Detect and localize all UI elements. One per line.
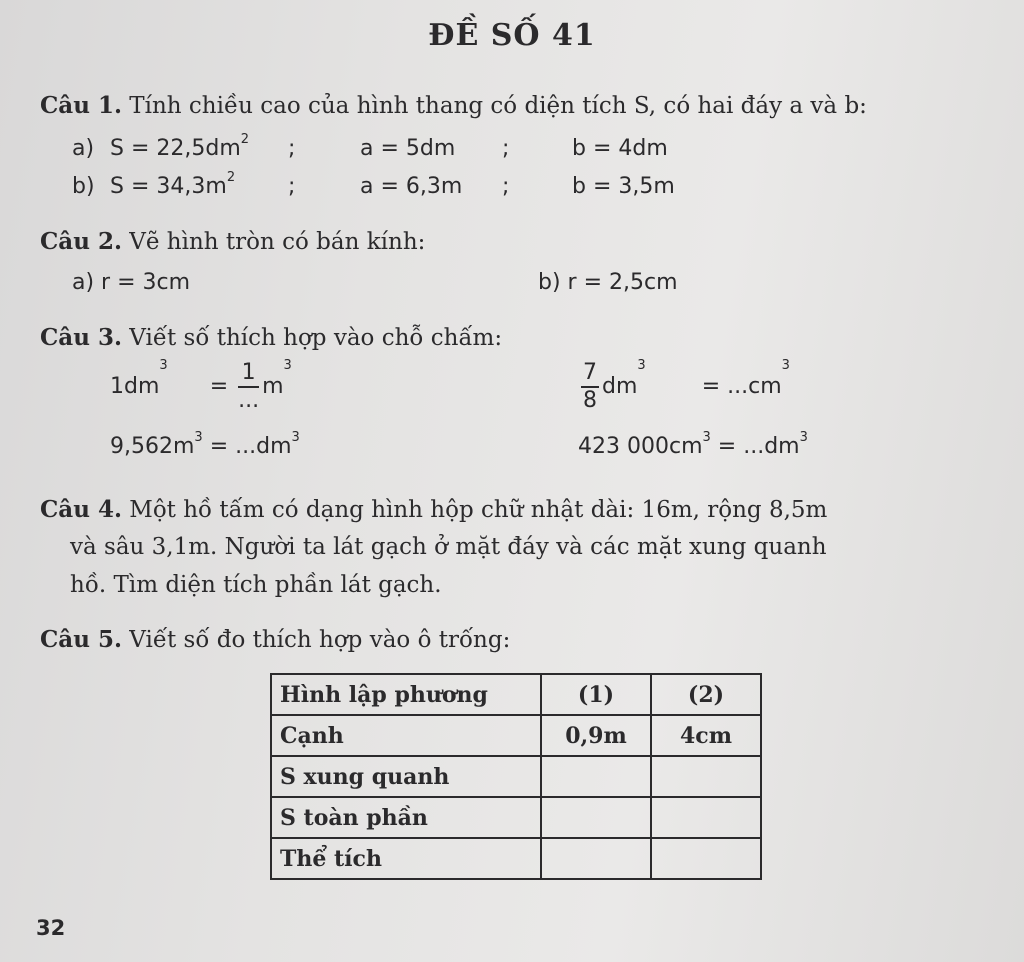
table-header-row bbox=[271, 674, 761, 715]
page-number: 32 bbox=[36, 916, 66, 940]
question-4-line3: hồ. Tìm diện tích phần lát gạch. bbox=[70, 572, 442, 598]
table-cell bbox=[541, 756, 651, 797]
table-cell bbox=[651, 797, 761, 838]
table-cell: S toàn phần bbox=[271, 797, 541, 838]
q3-line1-right: $\frac{7}{8}$ $dm^3 = ...cm^3$ bbox=[583, 358, 790, 413]
q1-b-prefix: b) bbox=[72, 174, 95, 199]
exam-title: ĐỀ SỐ 41 bbox=[428, 18, 596, 53]
table-header-cell: Hình lập phương bbox=[271, 674, 541, 715]
question-1-label: Câu 1. bbox=[40, 92, 122, 119]
question-4-line1: Một hồ tấm có dạng hình hộp chữ nhật dài: 16m, rộng 8,5m bbox=[129, 497, 828, 523]
q2-b: b) r = 2,5cm bbox=[538, 270, 678, 295]
table-header-cell: (2) bbox=[651, 674, 761, 715]
q1-b-base-a: a = 6,3m bbox=[360, 174, 463, 199]
q1-a-base-b: b = 4dm bbox=[572, 136, 668, 161]
question-5-text: Viết số đo thích hợp vào ô trống: bbox=[129, 627, 511, 653]
table-cell: S xung quanh bbox=[271, 756, 541, 797]
question-3-label: Câu 3. bbox=[40, 324, 122, 351]
question-4-line2: và sâu 3,1m. Người ta lát gạch ở mặt đáy và các mặt xung quanh bbox=[70, 534, 827, 560]
question-4 bbox=[40, 496, 827, 523]
q1-b-sep2: ; bbox=[502, 174, 510, 199]
table-row bbox=[271, 756, 761, 797]
table-row bbox=[271, 715, 761, 756]
table-cell: 0,9m bbox=[541, 715, 651, 756]
question-3-text: Viết số thích hợp vào chỗ chấm: bbox=[129, 325, 503, 351]
table-cell bbox=[651, 838, 761, 879]
question-3 bbox=[40, 324, 502, 351]
question-1 bbox=[40, 92, 867, 119]
table-cell: 4cm bbox=[651, 715, 761, 756]
q1-a-sep1: ; bbox=[288, 136, 296, 161]
q2-a: a) r = 3cm bbox=[72, 270, 191, 295]
table-cell bbox=[541, 797, 651, 838]
question-4-label: Câu 4. bbox=[40, 496, 122, 523]
q1-b-area: $S = 34,3m^2$ bbox=[110, 170, 236, 199]
q3-fraction-2: $\frac{7}{8}$ bbox=[583, 360, 597, 413]
question-5-label: Câu 5. bbox=[40, 626, 122, 653]
cube-table bbox=[270, 673, 762, 880]
question-1-text: Tính chiều cao của hình thang có diện tích S, có hai đáy a và b: bbox=[129, 93, 867, 119]
q3-line2-right: 423 $000cm^3 = ...dm^3$ bbox=[578, 430, 808, 459]
q3-line2-left: $9,562m^3 = ...dm^3$ bbox=[110, 430, 300, 459]
table-cell: Cạnh bbox=[271, 715, 541, 756]
q1-a-area: $S = 22,5dm^2$ bbox=[110, 132, 250, 161]
table-cell: Thể tích bbox=[271, 838, 541, 879]
q3-fraction-1: $\frac{1}{...}$ bbox=[238, 360, 260, 413]
table-row bbox=[271, 838, 761, 879]
q1-b-base-b: b = 3,5m bbox=[572, 174, 675, 199]
question-2-label: Câu 2. bbox=[40, 228, 122, 255]
question-5 bbox=[40, 626, 510, 653]
question-2-text: Vẽ hình tròn có bán kính: bbox=[129, 229, 426, 255]
table-cell bbox=[541, 838, 651, 879]
table-header-cell: (1) bbox=[541, 674, 651, 715]
table-cell bbox=[651, 756, 761, 797]
q3-line1-left: $1dm^3$ = $\frac{1}{...}$ $m^3$ bbox=[110, 358, 292, 413]
q1-a-base-a: a = 5dm bbox=[360, 136, 456, 161]
q1-a-prefix: a) bbox=[72, 136, 95, 161]
table-row bbox=[271, 797, 761, 838]
q1-a-sep2: ; bbox=[502, 136, 510, 161]
question-2 bbox=[40, 228, 425, 255]
q1-b-sep1: ; bbox=[288, 174, 296, 199]
